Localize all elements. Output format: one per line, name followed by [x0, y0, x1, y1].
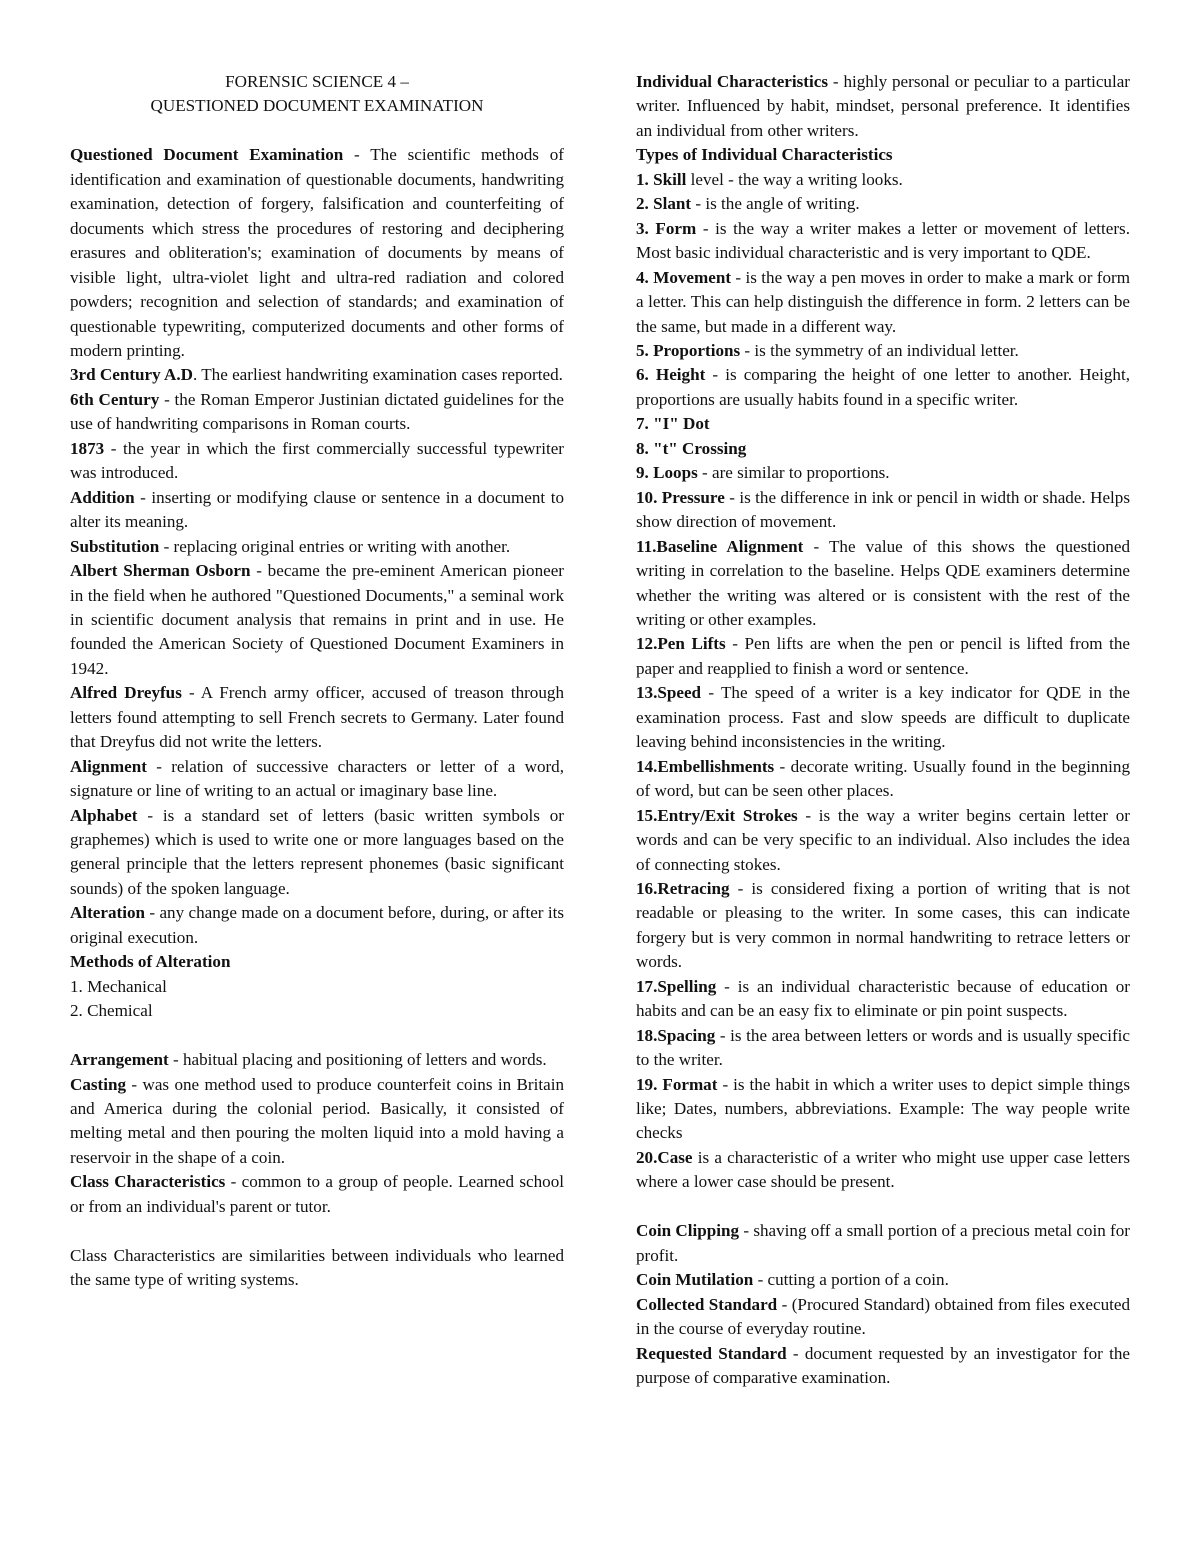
definition-entry — [70, 559, 564, 681]
characteristic-item — [636, 535, 1130, 633]
definition-text: - replacing original entries or writing with another. — [159, 536, 511, 556]
definition-entry — [70, 363, 564, 387]
definition-term: Albert Sherman Osborn — [70, 561, 251, 581]
left-column — [70, 70, 564, 1293]
definition-term: 1873 — [70, 438, 105, 458]
document-title-line-2: QUESTIONED DOCUMENT EXAMINATION — [150, 96, 484, 116]
definition-text: - cutting a portion of a coin. — [753, 1270, 949, 1290]
characteristic-item — [636, 168, 1130, 192]
characteristic-text: - is the way a writer begins certain letter or words and can be very specific to an individual. Also includes the idea of connecting stokes. — [636, 805, 1130, 874]
definition-term: Coin Mutilation — [636, 1270, 754, 1290]
characteristic-term: 11.Baseline Alignment — [636, 536, 804, 556]
characteristic-term: 4. Movement — [636, 267, 732, 287]
spacer — [636, 1195, 1130, 1219]
characteristic-term: 1. Skill — [636, 169, 687, 189]
definition-text: - relation of successive characters or letter of a word, signature or line of writing to an actual or imaginary base line. — [70, 756, 564, 801]
characteristic-item — [636, 461, 1130, 485]
definition-entry — [70, 901, 564, 950]
definition-term: Coin Clipping — [636, 1221, 740, 1241]
characteristic-item — [636, 217, 1130, 266]
definition-entry — [70, 1073, 564, 1171]
definition-text: - became the pre-eminent American pioneer in the field when he authored "Questioned Documents," a seminal work in scientific document analysis that remains in print and in use. He founded the American Society of Questioned Document Examiners in 1942. — [70, 561, 564, 678]
characteristic-term: 17.Spelling — [636, 976, 717, 996]
characteristic-text: - is comparing the height of one letter to another. Height, proportions are usually habits found in a specific writer. — [636, 365, 1130, 409]
characteristic-text: - The speed of a writer is a key indicator for QDE in the examination process. Fast and slow speeds are difficult to duplicate leaving behind inconsistencies in the writing. — [636, 683, 1130, 752]
methods-heading: Methods of Alteration — [70, 952, 231, 972]
definition-term: Requested Standard — [636, 1343, 787, 1363]
right-column — [636, 70, 1130, 1390]
definition-term: Substitution — [70, 536, 160, 556]
characteristic-term: 18.Spacing — [636, 1025, 716, 1045]
characteristic-term: 7. "I" Dot — [636, 414, 710, 434]
definition-entry — [70, 388, 564, 437]
characteristic-text: - is the symmetry of an individual letter. — [740, 340, 1019, 360]
characteristic-text: - is the difference in ink or pencil in width or shade. Helps show direction of movement. — [636, 487, 1130, 532]
method-item: 2. Chemical — [70, 1001, 153, 1021]
characteristic-term: 20.Case — [636, 1147, 693, 1167]
characteristic-term: 19. Format — [636, 1074, 718, 1094]
definition-term: Addition — [70, 487, 135, 507]
closing-paragraph: Class Characteristics are similarities between individuals who learned the same type of writing systems. — [70, 1245, 564, 1290]
definition-text: - the Roman Emperor Justinian dictated guidelines for the use of handwriting comparisons in Roman courts. — [70, 389, 564, 434]
definition-text: - highly personal or peculiar to a particular writer. Influenced by habit, mindset, personal preference. It identifies an individual from other writers. — [636, 72, 1130, 140]
characteristic-text: - is the area between letters or words and is usually specific to the writer. — [636, 1025, 1130, 1070]
characteristic-text: - is the angle of writing. — [691, 194, 860, 214]
spacer — [70, 1024, 564, 1048]
definition-text: - was one method used to produce counterfeit coins in Britain and America during the colonial period. Basically, it consisted of melting metal and then pouring the molten liquid into a mold having a reservoir in the shape of a coin. — [70, 1074, 564, 1167]
document-title-line-1: FORENSIC SCIENCE 4 – — [225, 72, 409, 91]
characteristic-text: - is the way a pen moves in order to make a mark or form a letter. This can help distinguish the difference in form. 2 letters can be the same, but made in a different way. — [636, 267, 1130, 336]
definition-entry — [70, 1048, 564, 1072]
characteristic-item — [636, 975, 1130, 1024]
characteristic-term: 5. Proportions — [636, 340, 741, 360]
characteristic-item — [636, 804, 1130, 877]
definition-term: Class Characteristics — [70, 1172, 226, 1192]
definition-text: - any change made on a document before, during, or after its original execution. — [70, 903, 564, 947]
definition-text: - (Procured Standard) obtained from files executed in the course of everyday routine. — [636, 1294, 1130, 1339]
definition-entry — [70, 143, 564, 363]
definition-entry — [70, 804, 564, 902]
characteristic-term: 3. Form — [636, 218, 697, 238]
characteristic-text: - Pen lifts are when the pen or pencil is lifted from the paper and reapplied to finish a word or sentence. — [636, 634, 1130, 678]
definition-term: Individual Characteristics — [636, 72, 828, 91]
characteristic-text: - The value of this shows the questioned writing in correlation to the baseline. Helps QDE examiners determine whether the writing was altered or is consistent with the rest of the writing or other examples. — [636, 536, 1130, 629]
characteristic-item — [636, 437, 1130, 461]
characteristic-term: 9. Loops — [636, 463, 698, 483]
characteristic-item — [636, 339, 1130, 363]
definition-entry — [70, 681, 564, 754]
characteristic-item — [636, 1146, 1130, 1195]
characteristic-text: - is considered fixing a portion of writing that is not readable or pleasing to the writer. In some cases, this can indicate forgery but is very common in normal handwriting to retrace letters or words. — [636, 878, 1130, 972]
definition-entry — [70, 437, 564, 486]
definition-entry — [636, 1268, 1130, 1292]
definition-term: Questioned Document Examination — [70, 145, 344, 165]
definition-term: 6th Century — [70, 389, 160, 409]
definition-term: Arrangement — [70, 1050, 169, 1070]
characteristic-term: 12.Pen Lifts — [636, 634, 726, 654]
definition-entry — [70, 755, 564, 804]
definition-entry — [70, 1170, 564, 1219]
definition-entry — [636, 1219, 1130, 1268]
definition-text: - document requested by an investigator for the purpose of comparative examination. — [636, 1343, 1130, 1387]
characteristic-item — [636, 486, 1130, 535]
definition-term: Alfred Dreyfus — [70, 683, 182, 703]
characteristic-text: - is the habit in which a writer uses to depict simple things like; Dates, numbers, abbreviations. Example: The way people write checks — [636, 1074, 1130, 1143]
definition-entry — [70, 535, 564, 559]
definition-text: - habitual placing and positioning of letters and words. — [168, 1050, 547, 1070]
definition-term: Alteration — [70, 903, 146, 923]
characteristic-item — [636, 681, 1130, 754]
characteristic-text: - decorate writing. Usually found in the beginning of word, but can be seen other places. — [636, 756, 1130, 801]
characteristic-term: 13.Speed — [636, 683, 702, 703]
characteristic-item — [636, 1024, 1130, 1073]
characteristic-term: 15.Entry/Exit Strokes — [636, 805, 798, 825]
definition-text: - A French army officer, accused of treason through letters found attempting to sell French secrets to Germany. Later found that Dreyfus did not write the letters. — [70, 683, 564, 752]
characteristic-item — [636, 363, 1130, 412]
characteristic-term: 10. Pressure — [636, 487, 725, 507]
definition-text: - shaving off a small portion of a precious metal coin for profit. — [636, 1221, 1130, 1265]
characteristic-text: - is the way a writer makes a letter or movement of letters. Most basic individual characteristic and is very important to QDE. — [636, 218, 1130, 263]
definition-text: - inserting or modifying clause or sentence in a document to alter its meaning. — [70, 487, 564, 532]
characteristic-text: - are similar to proportions. — [697, 463, 890, 483]
definition-term: Alignment — [70, 756, 147, 776]
definition-text: - The scientific methods of identification and examination of questionable documents, handwriting examination, detection of forgery, falsification and counterfeiting of documents which stress the procedures of restoring and deciphering erasures and obliteration's; examination of documents by means of visible light, ultra-violet light and ultra-red radiation and colored powders; recognition and selection of standards; and examination of questionable typewriting, computerized documents and other forms of modern printing. — [70, 145, 564, 360]
definition-term: 3rd Century A.D — [70, 365, 193, 385]
definition-term: Collected Standard — [636, 1294, 778, 1314]
characteristic-term: 8. "t" Crossing — [636, 438, 747, 458]
definition-text: - the year in which the first commercially successful typewriter was introduced. — [70, 438, 564, 483]
characteristic-item — [636, 755, 1130, 804]
definition-term: Alphabet — [70, 805, 138, 825]
spacer — [70, 119, 564, 143]
definition-entry — [636, 1293, 1130, 1342]
characteristic-term: 6. Height — [636, 365, 706, 385]
definition-text: . The earliest handwriting examination cases reported. — [192, 365, 563, 385]
types-heading: Types of Individual Characteristics — [636, 145, 893, 165]
characteristic-text: - is an individual characteristic because of education or habits and can be an easy fix to eliminate or pin point suspects. — [636, 976, 1130, 1021]
characteristic-item — [636, 266, 1130, 339]
definition-term: Casting — [70, 1074, 127, 1094]
characteristic-text: is a characteristic of a writer who might use upper case letters where a lower case should be present. — [636, 1147, 1130, 1192]
characteristic-item — [636, 1073, 1130, 1146]
characteristic-term: 2. Slant — [636, 194, 692, 214]
spacer — [70, 1219, 564, 1243]
characteristic-term: 16.Retracing — [636, 878, 730, 898]
definition-text: - common to a group of people. Learned school or from an individual's parent or tutor. — [70, 1172, 564, 1216]
characteristic-item — [636, 412, 1130, 436]
definition-entry — [70, 486, 564, 535]
characteristic-item — [636, 192, 1130, 216]
characteristic-text: level - the way a writing looks. — [686, 169, 903, 189]
characteristic-term: 14.Embellishments — [636, 756, 775, 776]
definition-entry — [636, 70, 1130, 143]
characteristic-item — [636, 632, 1130, 681]
characteristic-item — [636, 877, 1130, 975]
definition-text: - is a standard set of letters (basic written symbols or graphemes) which is used to write one or more languages based on the general principle that the letters represent phonemes (basic significant sounds) of the spoken language. — [70, 805, 564, 898]
method-item: 1. Mechanical — [70, 976, 167, 996]
definition-entry — [636, 1342, 1130, 1391]
